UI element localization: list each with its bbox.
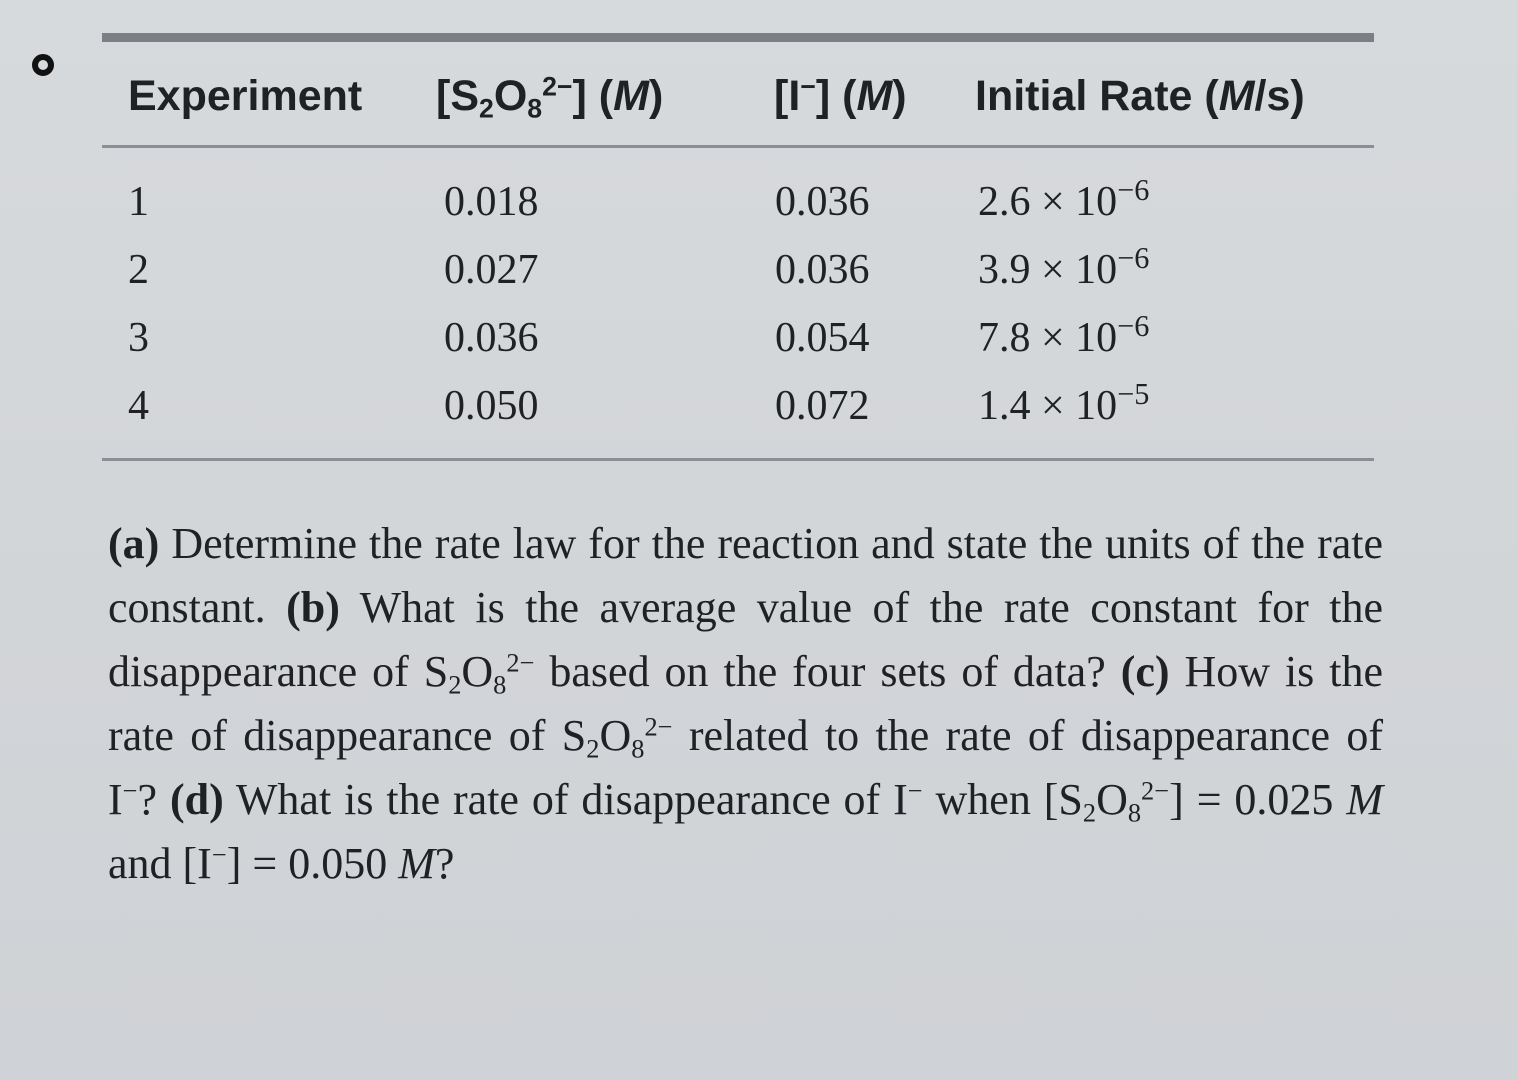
cell-persulfate: 0.036	[444, 315, 539, 361]
header-persulfate-charge: 2−	[542, 71, 573, 102]
part-d-molar-2: M	[398, 839, 435, 888]
cell-iodide: 0.054	[775, 315, 870, 361]
header-iodide-unit: M	[856, 72, 893, 120]
part-d-o: O	[1096, 775, 1128, 824]
cell-iodide: 0.036	[775, 247, 870, 293]
part-a-label: (a)	[108, 519, 160, 568]
cell-experiment: 2	[128, 247, 149, 293]
cell-rate-exponent: −5	[1117, 376, 1150, 411]
part-b-label: (b)	[286, 583, 340, 632]
part-d-text4: and [I	[108, 839, 212, 888]
part-d-charge: 2−	[1141, 775, 1170, 806]
part-c-iodide-charge: −	[122, 775, 138, 806]
cell-persulfate: 0.027	[444, 247, 539, 293]
part-c-text: How is the rate of disappearance of S	[108, 647, 1383, 760]
cell-rate	[978, 308, 1149, 368]
table-row	[0, 376, 1517, 436]
table-header-rule	[102, 145, 1374, 148]
header-persulfate-o: O	[493, 72, 528, 120]
cell-rate	[978, 376, 1149, 436]
part-b-sub2: 8	[493, 669, 507, 700]
part-d-molar-1: M	[1346, 775, 1383, 824]
part-d-text5: ] = 0.050	[226, 839, 399, 888]
cell-rate-exponent: −6	[1117, 308, 1150, 343]
header-persulfate-end: )	[648, 72, 664, 120]
cell-rate-exponent: −6	[1117, 172, 1150, 207]
header-persulfate-sub1: 2	[479, 93, 494, 124]
cell-rate-mantissa: 7.8 × 10	[978, 315, 1118, 361]
part-c-sub1: 2	[586, 733, 600, 764]
header-persulfate-close: ] (	[572, 72, 614, 120]
part-c-o: O	[599, 711, 632, 760]
header-initial-rate	[975, 68, 1305, 124]
part-b-sub1: 2	[448, 669, 462, 700]
cell-iodide: 0.072	[775, 383, 870, 429]
table-top-rule	[102, 33, 1374, 42]
part-d-text2: when [S	[922, 775, 1083, 824]
part-c-text2: related to the rate of disappearance of I	[108, 711, 1383, 824]
header-iodide-end: )	[892, 72, 907, 120]
cell-persulfate: 0.050	[444, 383, 539, 429]
part-c-label: (c)	[1120, 647, 1170, 696]
cell-rate-exponent: −6	[1117, 240, 1150, 275]
header-iodide-open: [I	[774, 72, 801, 120]
problem-marker-icon	[32, 54, 54, 76]
header-rate-label: Initial Rate (	[975, 72, 1219, 120]
part-d-sub2: 8	[1127, 797, 1142, 828]
part-b-text: What is the average value of the rate constant for the disappearance of S	[108, 583, 1383, 696]
part-b-text2: based on the four sets of data?	[534, 647, 1121, 696]
table-bottom-rule	[102, 458, 1374, 461]
header-rate-unit-rest: /s)	[1254, 72, 1305, 120]
header-iodide-close: ] (	[815, 72, 857, 120]
part-d-end: ?	[434, 839, 455, 888]
part-c-charge: 2−	[644, 711, 673, 742]
header-persulfate-unit: M	[613, 72, 649, 120]
part-d-iodide-charge: −	[907, 775, 923, 806]
header-persulfate	[436, 68, 663, 124]
cell-rate-mantissa: 1.4 × 10	[978, 383, 1118, 429]
cell-iodide: 0.036	[775, 179, 870, 225]
table-row	[0, 172, 1517, 232]
cell-rate-mantissa: 3.9 × 10	[978, 247, 1118, 293]
header-iodide-charge: −	[800, 71, 816, 102]
part-c-sub2: 8	[631, 733, 645, 764]
part-d-label: (d)	[170, 775, 224, 824]
part-c-text3: ?	[137, 775, 170, 824]
cell-experiment: 4	[128, 383, 149, 429]
part-d-sub1: 2	[1082, 797, 1097, 828]
cell-experiment: 3	[128, 315, 149, 361]
part-b-o: O	[461, 647, 494, 696]
cell-rate-mantissa: 2.6 × 10	[978, 179, 1118, 225]
part-d-iodide-charge-2: −	[211, 839, 227, 870]
part-d-text3: ] = 0.025	[1169, 775, 1347, 824]
question-text	[108, 512, 1383, 896]
header-persulfate-open: [S	[436, 72, 479, 120]
cell-rate	[978, 240, 1149, 300]
cell-persulfate: 0.018	[444, 179, 539, 225]
header-experiment	[128, 68, 362, 124]
part-b-charge: 2−	[506, 647, 535, 678]
cell-rate	[978, 172, 1149, 232]
header-iodide	[774, 68, 907, 124]
cell-experiment: 1	[128, 179, 149, 225]
table-row	[0, 308, 1517, 368]
part-a-text: Determine the rate law for the reaction and state the units of the rate constant.	[108, 519, 1383, 632]
header-experiment-label: Experiment	[128, 72, 363, 120]
header-rate-unit-m: M	[1218, 72, 1255, 120]
table-row	[0, 240, 1517, 300]
header-persulfate-sub2: 8	[527, 93, 543, 124]
part-d-text: What is the rate of disappearance of I	[223, 775, 908, 824]
